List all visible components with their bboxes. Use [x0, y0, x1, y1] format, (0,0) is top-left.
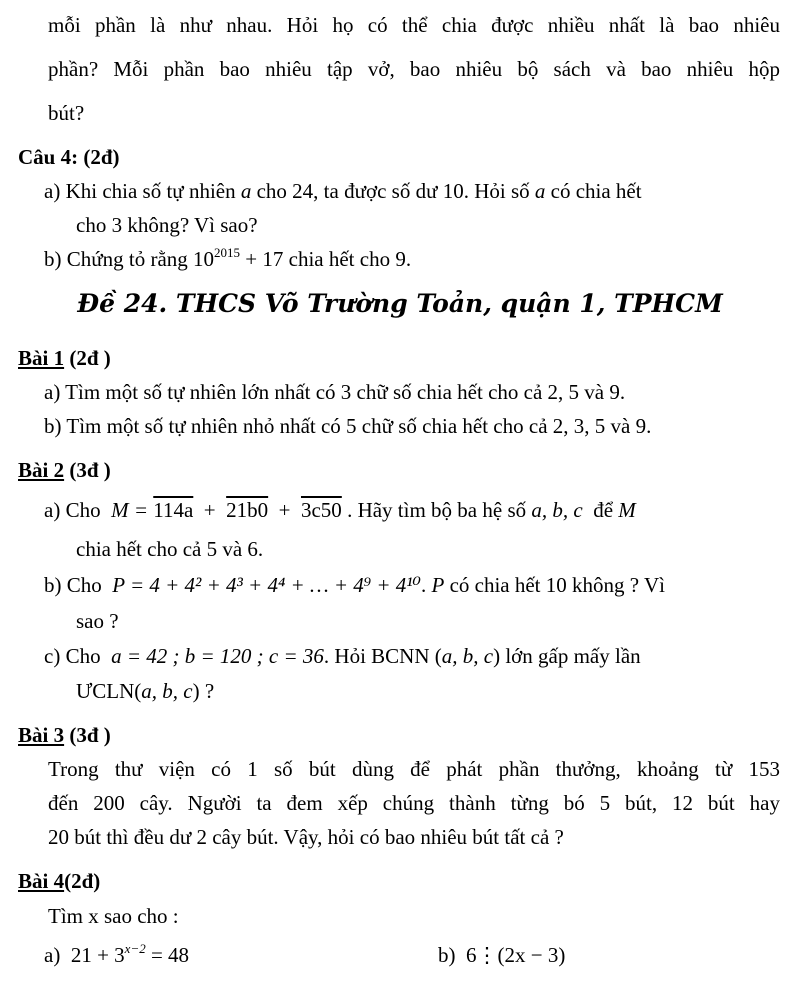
- bai2-a-num-1: 114a: [153, 498, 194, 522]
- bai2-c-b: b = 120 ;: [184, 644, 264, 668]
- bai2-c-label: c) Cho: [44, 644, 101, 668]
- bai2-b-label: b) Cho: [44, 573, 102, 597]
- cau4-b-power: [193, 247, 240, 271]
- bai4-a-rhs: = 48: [150, 943, 190, 967]
- intro-line-3: bút?: [48, 101, 85, 125]
- cau4-a-line1: [44, 178, 784, 204]
- bai3-points: (3đ ): [69, 723, 111, 747]
- bai1-a: a) Tìm một số tự nhiên lớn nhất có 3 chữ số chia hết cho cả 2, 5 và 9.: [44, 380, 626, 404]
- bai2-a-M: M =: [111, 498, 148, 522]
- bai1-title: Bài 1: [18, 346, 65, 370]
- cau4-a-var: a: [240, 179, 252, 203]
- bai2-c-a: a = 42 ;: [111, 644, 180, 668]
- cau4-b-post: + 17 chia hết cho 9.: [245, 247, 412, 271]
- bai4-b: [438, 942, 565, 968]
- bai2-a-line2: chia hết cho cả 5 và 6.: [76, 537, 264, 561]
- bai2-a-text: . Hãy tìm bộ ba hệ số: [347, 498, 527, 522]
- bai2-a-label: a) Cho: [44, 498, 101, 522]
- bai2-a-plus-2: +: [278, 498, 291, 522]
- bai2-c-end: ) lớn gấp mấy lần: [493, 644, 641, 668]
- bai2-c-ucln-end: ) ?: [192, 679, 215, 703]
- bai2-c-vars: a, b, c: [441, 644, 494, 668]
- bai3-line-2: đến 200 cây. Người ta đem xếp chúng thành từng bó 5 bút, 12 bút hay: [48, 791, 780, 815]
- cau4-a-text-2: cho 24, ta được số dư 10. Hỏi số: [256, 179, 530, 203]
- exam-heading: Đề 24. THCS Võ Trường Toản, quận 1, TPHCM: [77, 289, 723, 318]
- bai4-a-base: 21 + 3: [70, 943, 125, 967]
- bai2-c-c: c = 36: [268, 644, 324, 668]
- bai2-b-end: có chia hết 10 không ? Vì: [449, 573, 665, 597]
- bai1-points: (2đ ): [69, 346, 111, 370]
- bai2-a-M-var: M: [618, 498, 636, 522]
- bai3-title: Bài 3: [18, 723, 65, 747]
- bai4-b-expression: 6⋮(2x − 3): [466, 943, 566, 967]
- bai4-a: [44, 942, 189, 971]
- cau4-b-label: b): [44, 247, 62, 271]
- bai2-b-line1: [44, 572, 665, 598]
- cau4-b-text: Chứng tỏ rằng: [66, 247, 188, 271]
- bai2-a-line1: [44, 497, 636, 523]
- bai4-a-expression: [71, 943, 189, 967]
- bai2-a-num-2: 21b0: [226, 498, 269, 522]
- intro-line-2: phần? Mỗi phần bao nhiêu tập vở, bao nhiêu bộ sách và bao nhiêu hộp: [48, 57, 780, 81]
- bai4-points: (2đ): [64, 869, 101, 893]
- bai1-b: b) Tìm một số tự nhiên nhỏ nhất có 5 chữ số chia hết cho cả 2, 3, 5 và 9.: [44, 414, 652, 438]
- bai2-c-ucln-vars: a, b, c: [141, 679, 193, 703]
- bai2-c-ucln: ƯCLN(: [76, 679, 142, 703]
- cau4-a-text-3: có chia hết: [550, 179, 642, 203]
- bai2-a-num-3: 3c50: [300, 498, 342, 522]
- bai4-title: Bài 4: [18, 869, 65, 893]
- bai2-title-row: [18, 457, 111, 483]
- intro-line-1: mỗi phần là như nhau. Hỏi họ có thể chia được nhiều nhất là bao nhiêu: [48, 13, 780, 37]
- bai2-a-plus-1: +: [203, 498, 216, 522]
- bai3-title-row: [18, 722, 111, 748]
- bai2-c-line1: [44, 643, 641, 669]
- bai2-c-line2: [76, 678, 214, 704]
- cau4-a-label: a): [44, 179, 61, 203]
- cau4-a-text: Khi chia số tự nhiên: [65, 179, 236, 203]
- cau4-title: Câu 4: (2đ): [18, 145, 120, 169]
- bai2-b-expression: P = 4 + 4² + 4³ + 4⁴ + … + 4⁹ + 4¹⁰: [112, 573, 421, 597]
- bai4-title-row: [18, 868, 100, 894]
- cau4-b: [44, 246, 411, 275]
- bai4-b-label: b): [438, 943, 456, 967]
- bai3-line-3: 20 bút thì đều dư 2 cây bút. Vậy, hỏi có bao nhiêu bút tất cả ?: [48, 825, 564, 849]
- bai4-prompt: Tìm x sao cho :: [48, 904, 179, 928]
- bai2-a-vars: a, b, c: [531, 498, 583, 522]
- bai4-a-label: a): [44, 943, 61, 967]
- bai2-b-P-var: P: [431, 573, 445, 597]
- bai1-title-row: [18, 345, 111, 371]
- cau4-a-line2: cho 3 không? Vì sao?: [76, 213, 258, 237]
- bai2-b-dot: .: [420, 573, 427, 597]
- cau4-b-base: 10: [193, 247, 215, 271]
- bai3-line-1: Trong thư viện có 1 số bút dùng để phát phần thưởng, khoảng từ 153: [48, 757, 780, 781]
- bai2-b-line2: sao ?: [76, 609, 119, 633]
- cau4-b-exp: 2015: [214, 245, 241, 260]
- bai2-points: (3đ ): [69, 458, 111, 482]
- cau4-a-var-2: a: [534, 179, 546, 203]
- bai2-c-text: . Hỏi BCNN (: [323, 644, 442, 668]
- bai2-a-end: để: [593, 498, 614, 522]
- bai4-a-exp: x−2: [124, 941, 146, 956]
- bai2-title: Bài 2: [18, 458, 65, 482]
